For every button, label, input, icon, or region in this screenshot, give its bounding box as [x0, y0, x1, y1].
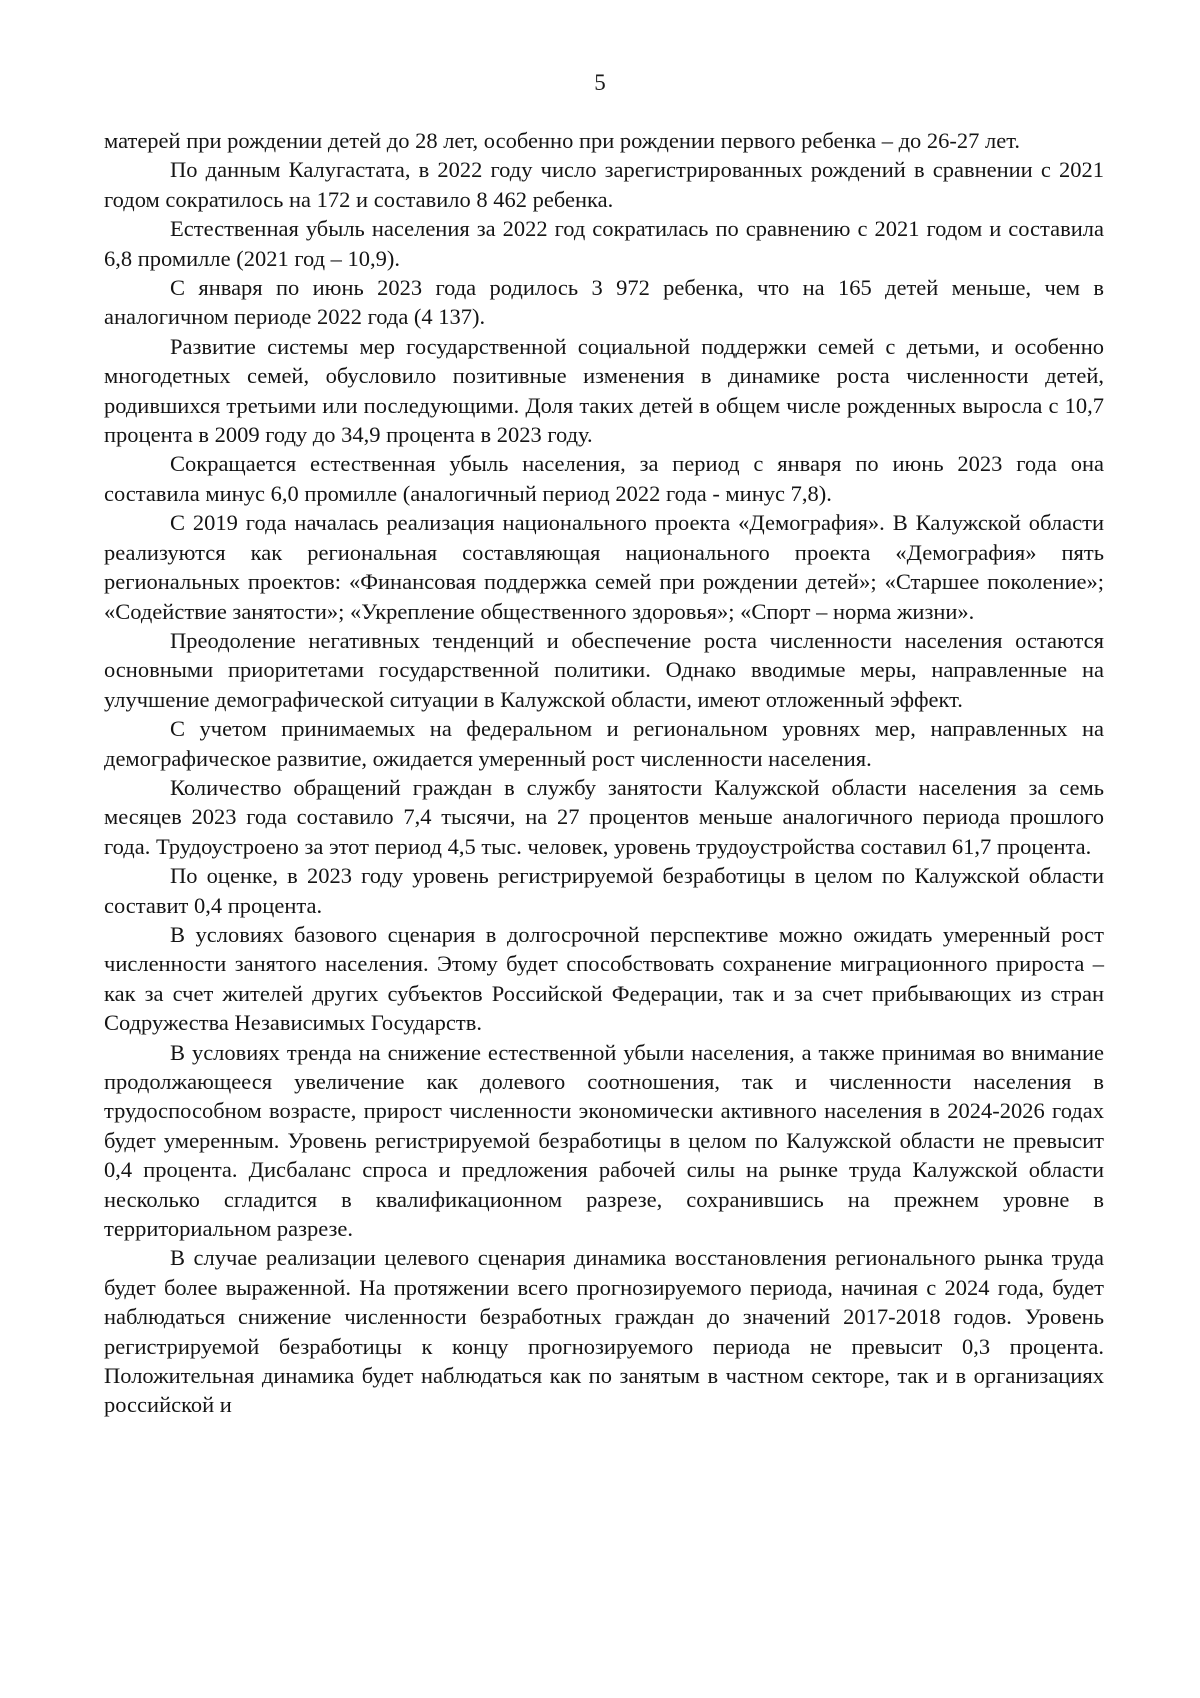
document-body	[104, 126, 1104, 1420]
paragraph-population-growth-expected: С учетом принимаемых на федеральном и региональном уровнях мер, направленных на демографическое развитие, ожидается умеренный рост численности населения.	[104, 716, 1104, 771]
paragraph-continued-from-previous-page: матерей при рождении детей до 28 лет, особенно при рождении первого ребенка – до 26-27 лет.	[104, 128, 1021, 153]
paragraph-natural-decrease-2022: Естественная убыль населения за 2022 год сократилась по сравнению с 2021 годом и составила 6,8 промилле (2021 год – 10,9).	[104, 216, 1104, 271]
paragraph-base-scenario: В условиях базового сценария в долгосрочной перспективе можно ожидать умеренный рост численности занятого населения. Этому будет способствовать сохранение миграционного прироста – как за счет жителей других субъектов Российской Федерации, так и за счет прибывающих из стран Содружества Независимых Государств.	[104, 921, 1104, 1036]
page-number: 5	[594, 70, 606, 95]
paragraph-labor-force-trend: В условиях тренда на снижение естественной убыли населения, а также принимая во внимание продолжающееся увеличение как долевого соотношения, так и численности населения в трудоспособном возрасте, прирост численности экономически активного населения в 2024-2026 годах будет умеренным. Уровень регистрируемой безработицы в целом по Калужской области не превысит 0,4 процента. Дисбаланс спроса и предложения рабочей силы на рынке труда Калужской области несколько сгладится в квалификационном разрезе, сохранившись на прежнем уровне в территориальном разрезе.	[104, 1039, 1104, 1242]
paragraph-natural-decrease-2023: Сокращается естественная убыль населения, за период с января по июнь 2023 года она составила минус 6,0 промилле (аналогичный период 2022 года - минус 7,8).	[104, 451, 1104, 506]
paragraph-employment-service-requests: Количество обращений граждан в службу занятости Калужской области населения за семь месяцев 2023 года составило 7,4 тысячи, на 27 процентов меньше аналогичного периода прошлого года. Трудоустроено за этот период 4,5 тыс. человек, уровень трудоустройства составил 61,7 процента.	[104, 774, 1104, 859]
paragraph-family-support: Развитие системы мер государственной социальной поддержки семей с детьми, и особенно многодетных семей, обусловило позитивные изменения в динамике роста численности детей, родившихся третьими или последующими. Доля таких детей в общем числе рожденных выросла с 10,7 процента в 2009 году до 34,9 процента в 2023 году.	[104, 333, 1104, 448]
paragraph-state-policy-priorities: Преодоление негативных тенденций и обеспечение роста численности населения остаются основными приоритетами государственной политики. Однако вводимые меры, направленные на улучшение демографической ситуации в Калужской области, имеют отложенный эффект.	[104, 627, 1104, 712]
paragraph-births-2022: По данным Калугастата, в 2022 году число зарегистрированных рождений в сравнении с 2021 годом сократилось на 172 и составило 8 462 ребенка.	[104, 157, 1104, 212]
paragraph-target-scenario: В случае реализации целевого сценария динамика восстановления регионального рынка труда будет более выраженной. На протяжении всего прогнозируемого периода, начиная с 2024 года, будет наблюдаться снижение численности безработных граждан до значений 2017-2018 годов. Уровень регистрируемой безработицы к концу прогнозируемого периода не превысит 0,3 процента. Положительная динамика будет наблюдаться как по занятым в частном секторе, так и в организациях российской и	[104, 1245, 1104, 1418]
paragraph-births-jan-jun-2023: С января по июнь 2023 года родилось 3 972 ребенка, что на 165 детей меньше, чем в аналогичном периоде 2022 года (4 137).	[104, 275, 1104, 330]
paragraph-unemployment-estimate-2023: По оценке, в 2023 году уровень регистрируемой безработицы в целом по Калужской области составит 0,4 процента.	[104, 863, 1104, 918]
paragraph-national-project-demography: С 2019 года началась реализация национального проекта «Демография». В Калужской области реализуются как региональная составляющая национального проекта «Демография» пять региональных проектов: «Финансовая поддержка семей при рождении детей»; «Старшее поколение»; «Содействие занятости»; «Укрепление общественного здоровья»; «Спорт – норма жизни».	[104, 510, 1104, 624]
